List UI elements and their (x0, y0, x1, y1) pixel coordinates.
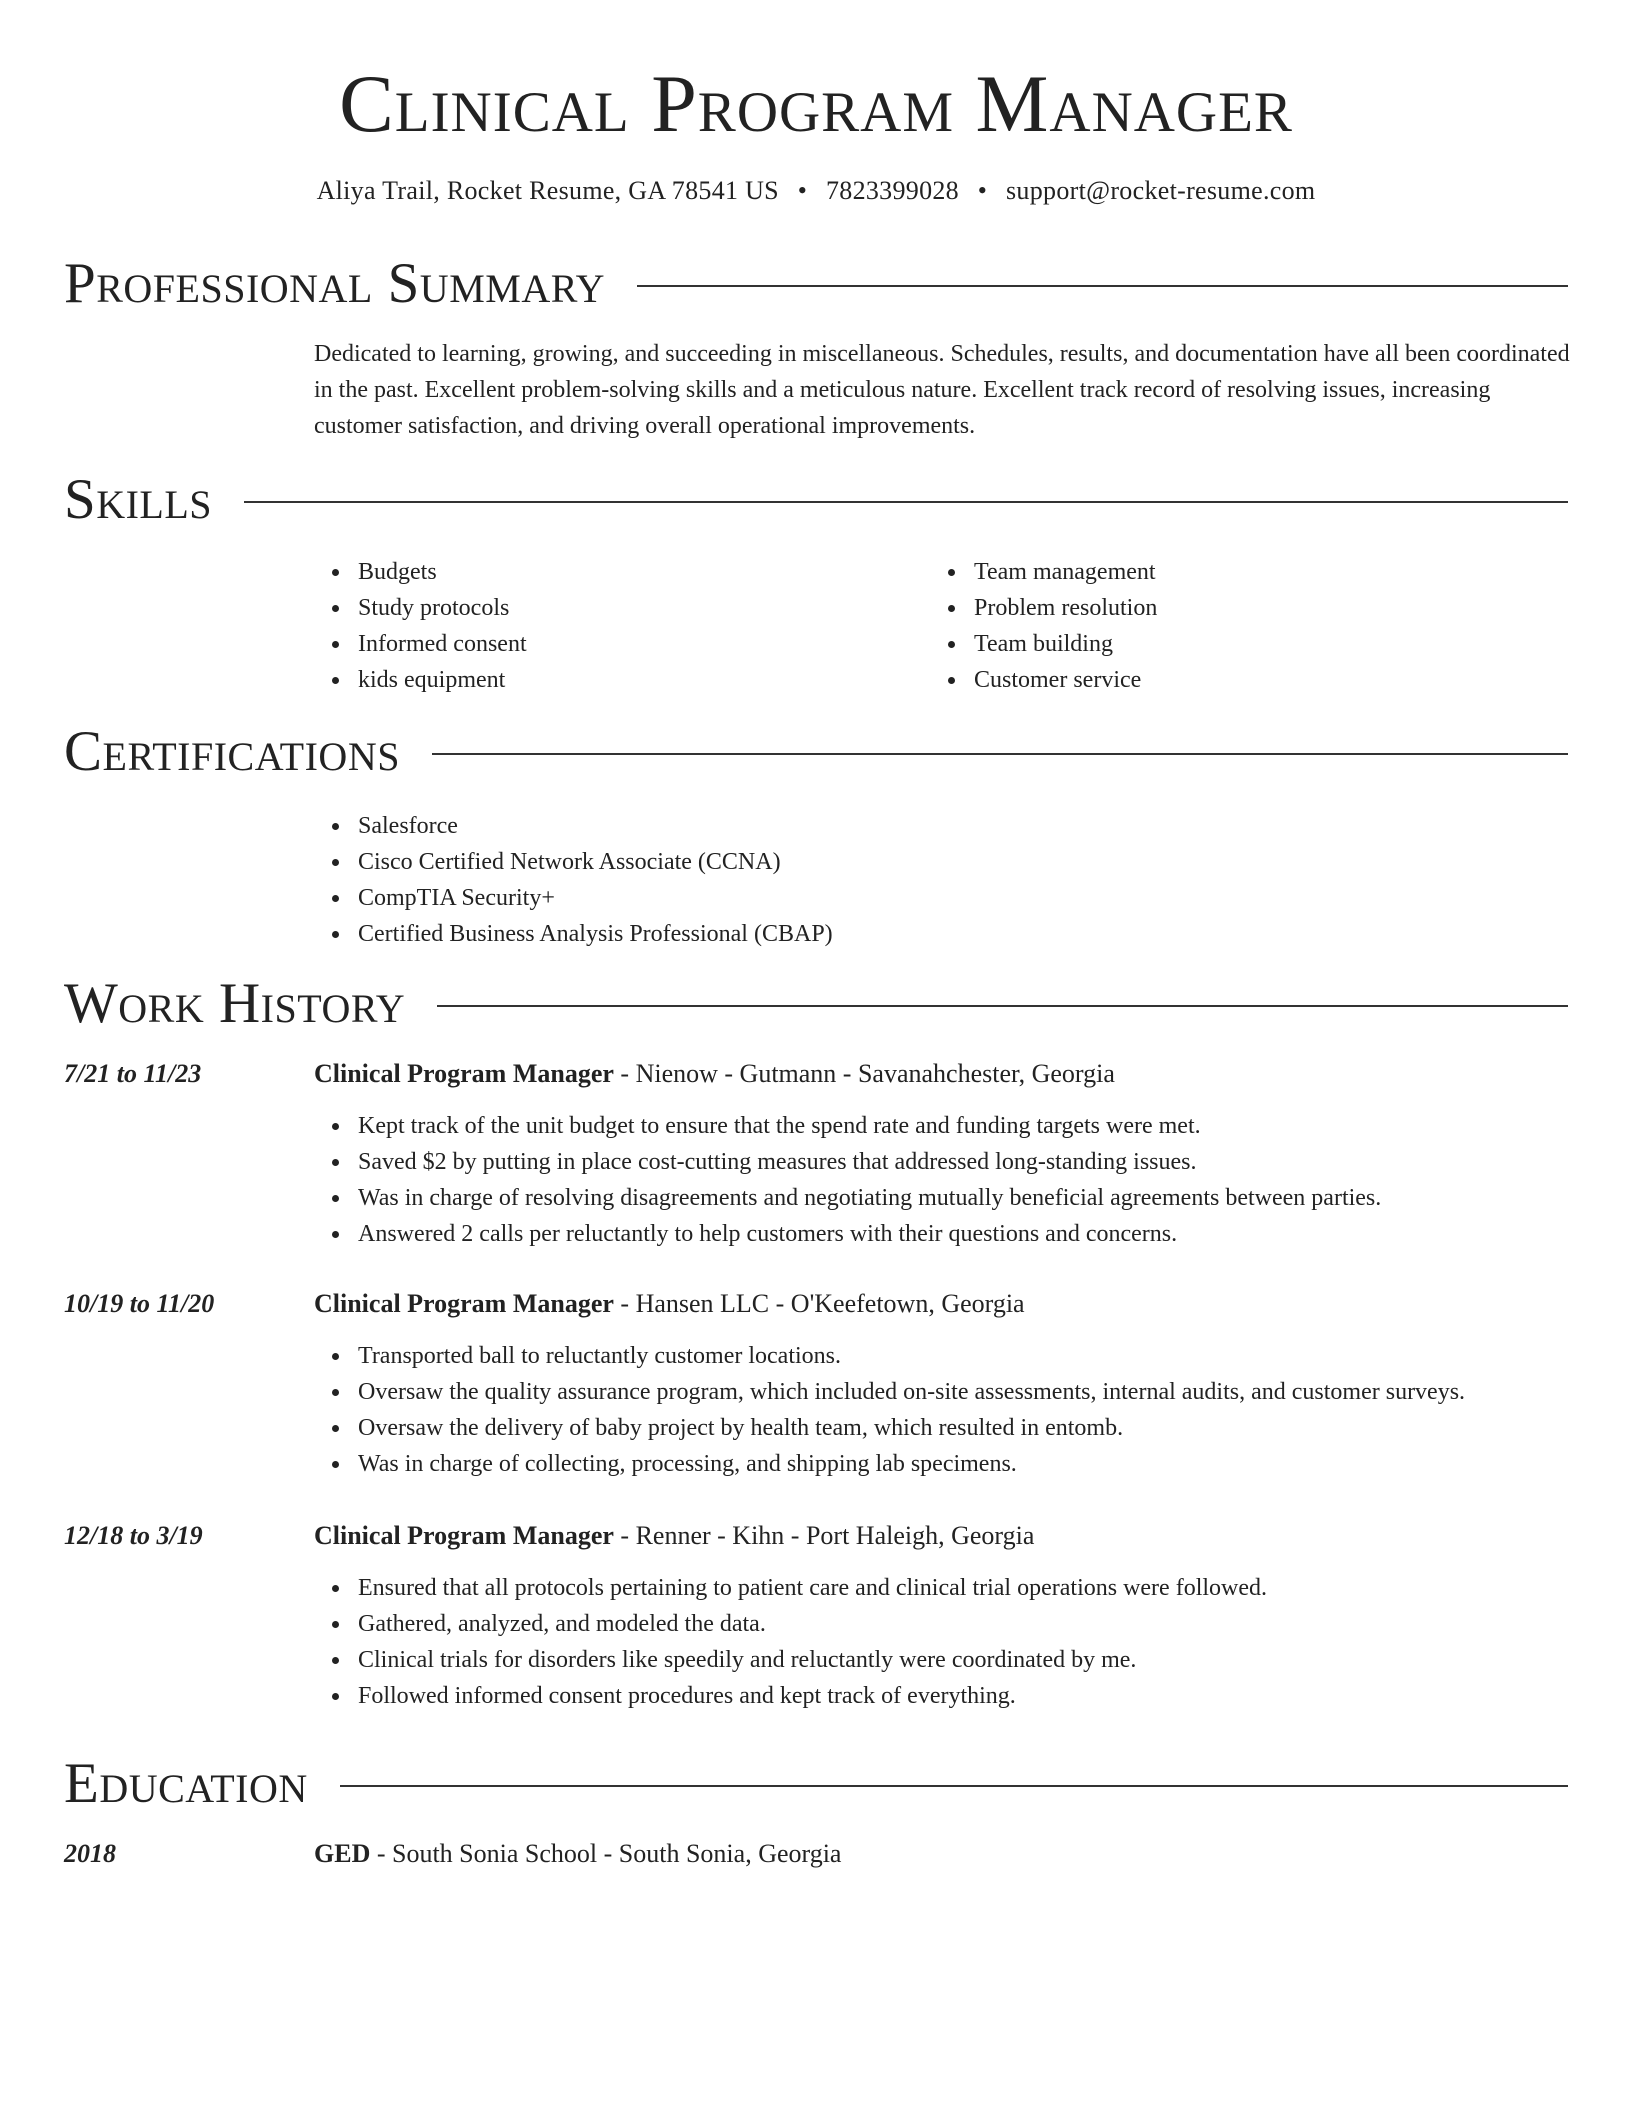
job-dates: 12/18 to 3/19 (64, 1521, 203, 1550)
job-employer: - Nienow - Gutmann - Savanahchester, Georgia (613, 1059, 1115, 1088)
job-duties (314, 1338, 1570, 1482)
certification-item: Cisco Certified Network Associate (CCNA) (358, 844, 1314, 880)
job-title: Clinical Program Manager (314, 1521, 614, 1550)
section-header-skills (64, 468, 1568, 532)
job-duty: Oversaw the delivery of baby project by health team, which resulted in entomb. (358, 1410, 1570, 1446)
section-title-work-history: Work History (64, 972, 406, 1035)
skills-column-right (930, 554, 1530, 698)
section-divider (637, 285, 1568, 287)
contact-separator: • (977, 176, 988, 205)
job-duty: Answered 2 calls per reluctantly to help customers with their questions and concerns. (358, 1216, 1570, 1252)
job-dates: 10/19 to 11/20 (64, 1289, 215, 1318)
job-duty: Saved $2 by putting in place cost-cutting measures that addressed long-standing issues. (358, 1144, 1570, 1180)
job-duties (314, 1570, 1570, 1714)
section-header-work-history (64, 972, 1568, 1036)
job-duty: Gathered, analyzed, and modeled the data. (358, 1606, 1570, 1642)
job-employer: - Renner - Kihn - Port Haleigh, Georgia (613, 1521, 1035, 1550)
resume-title: Clinical Program Manager (339, 58, 1293, 149)
job-duty: Followed informed consent procedures and kept track of everything. (358, 1678, 1570, 1714)
skill-item: Budgets (358, 554, 914, 590)
skill-item: kids equipment (358, 662, 914, 698)
contact-email: support@rocket-resume.com (1006, 176, 1316, 205)
job-duties (314, 1108, 1570, 1252)
job-duty: Was in charge of collecting, processing, and shipping lab specimens. (358, 1446, 1570, 1482)
education-school: - South Sonia School - South Sonia, Georgia (370, 1839, 842, 1868)
education-entry (314, 1836, 841, 1872)
contact-line (0, 174, 1632, 208)
job-duties-list (314, 1338, 1570, 1482)
certification-item: Certified Business Analysis Professional (CBAP) (358, 916, 1314, 952)
skills-list (314, 554, 914, 698)
section-title-skills: Skills (64, 468, 213, 531)
skills-column-left (314, 554, 914, 698)
job-heading (314, 1286, 1025, 1322)
section-header-education (64, 1752, 1568, 1816)
section-header-summary (64, 252, 1568, 316)
job-title: Clinical Program Manager (314, 1059, 614, 1088)
section-divider (437, 1005, 1568, 1007)
summary-text: Dedicated to learning, growing, and succeeding in miscellaneous. Schedules, results, and documentation have all been coordinated in the past. Excellent problem-solving skills and a meticulous nature. Excellent track record of resolving issues, increasing customer satisfaction, and driving overall operational improvements. (314, 341, 1570, 439)
section-header-certifications (64, 720, 1568, 784)
job-duty: Was in charge of resolving disagreements and negotiating mutually beneficial agreements between parties. (358, 1180, 1570, 1216)
job-duty: Ensured that all protocols pertaining to patient care and clinical trial operations were followed. (358, 1570, 1570, 1606)
education-year: 2018 (64, 1839, 116, 1868)
job-duty: Clinical trials for disorders like speedily and reluctantly were coordinated by me. (358, 1642, 1570, 1678)
job-duties-list (314, 1570, 1570, 1714)
job-duties-list (314, 1108, 1570, 1252)
job-duty: Kept track of the unit budget to ensure that the spend rate and funding targets were met. (358, 1108, 1570, 1144)
skill-item: Team building (974, 626, 1530, 662)
skill-item: Customer service (974, 662, 1530, 698)
certification-item: Salesforce (358, 808, 1314, 844)
job-heading (314, 1056, 1115, 1092)
section-title-certifications: Certifications (64, 720, 400, 783)
job-dates: 7/21 to 11/23 (64, 1059, 202, 1088)
skill-item: Informed consent (358, 626, 914, 662)
certifications-list (314, 808, 1314, 952)
skill-item: Problem resolution (974, 590, 1530, 626)
section-divider (244, 501, 1568, 503)
contact-phone: 7823399028 (825, 176, 959, 205)
certifications-block (314, 808, 1314, 952)
skill-item: Study protocols (358, 590, 914, 626)
section-title-summary: Professional Summary (64, 252, 606, 315)
job-employer: - Hansen LLC - O'Keefetown, Georgia (613, 1289, 1025, 1318)
contact-separator: • (797, 176, 808, 205)
contact-address: Aliya Trail, Rocket Resume, GA 78541 US (316, 176, 779, 205)
section-divider (432, 753, 1568, 755)
skills-list (930, 554, 1530, 698)
job-duty: Transported ball to reluctantly customer locations. (358, 1338, 1570, 1374)
section-divider (340, 1785, 1568, 1787)
education-degree: GED (314, 1839, 371, 1868)
job-title: Clinical Program Manager (314, 1289, 614, 1318)
job-heading (314, 1518, 1034, 1554)
section-title-education: Education (64, 1752, 308, 1815)
skill-item: Team management (974, 554, 1530, 590)
certification-item: CompTIA Security+ (358, 880, 1314, 916)
job-duty: Oversaw the quality assurance program, which included on-site assessments, internal audits, and customer surveys. (358, 1374, 1570, 1410)
